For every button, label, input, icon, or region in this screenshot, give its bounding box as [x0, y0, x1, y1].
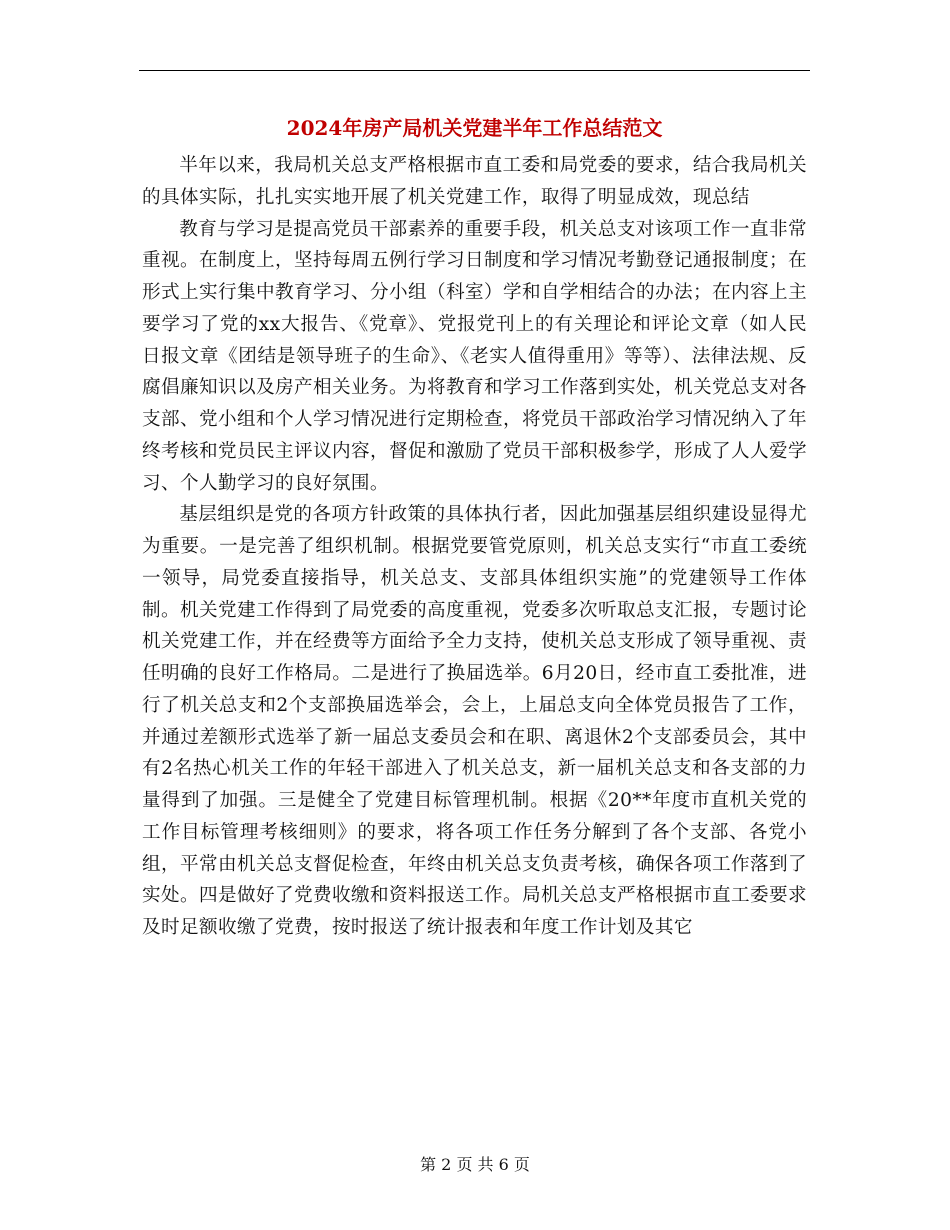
- paragraph-organization: 基层组织是党的各项方针政策的具体执行者，因此加强基层组织建设显得尤为重要。一是完善了组织机制。根据党要管党原则，机关总支实行“市直工委统一领导，局党委直接指导，机关总支、支部具体组织实施”的党建领导工作体制。机关党建工作得到了局党委的高度重视，党委多次听取总支汇报，专题讨论机关党建工作，并在经费等方面给予全力支持，使机关总支形成了领导重视、责任明确的良好工作格局。二是进行了换届选举。6月20日，经市直工委批准，进行了机关总支和2个支部换届选举会，会上，上届总支向全体党员报告了工作，并通过差额形式选举了新一届总支委员会和在职、离退休2个支部委员会，其中有2名热心机关工作的年轻干部进入了机关总支，新一届机关总支和各支部的力量得到了加强。三是健全了党建目标管理机制。根据《20**年度市直机关党的工作目标管理考核细则》的要求，将各项工作任务分解到了各个支部、各党小组，平常由机关总支督促检查，年终由机关总支负责考核，确保各项工作落到了实处。四是做好了党费收缴和资料报送工作。局机关总支严格根据市直工委要求及时足额收缴了党费，按时报送了统计报表和年度工作计划及其它: [142, 504, 807, 938]
- header-rule: [139, 70, 810, 71]
- page-number-footer: 第 2 页 共 6 页: [420, 1155, 530, 1174]
- paragraph-intro: 半年以来，我局机关总支严格根据市直工委和局党委的要求，结合我局机关的具体实际，扎扎实实地开展了机关党建工作，取得了明显成效，现总结: [142, 155, 807, 208]
- paragraph-education: 教育与学习是提高党员干部素养的重要手段，机关总支对该项工作一直非常重视。在制度上，坚持每周五例行学习日制度和学习情况考勤登记通报制度；在形式上实行集中教育学习、分小组（科室）学和自学相结合的办法；在内容上主要学习了党的xx大报告、《党章》、党报党刊上的有关理论和评论文章（如人民日报文章《团结是领导班子的生命》、《老实人值得重用》等等）、法律法规、反腐倡廉知识以及房产相关业务。为将教育和学习工作落到实处，机关党总支对各支部、党小组和个人学习情况进行定期检查，将党员干部政治学习情况纳入了年终考核和党员民主评议内容，督促和激励了党员干部积极参学，形成了人人爱学习、个人勤学习的良好氛围。: [142, 218, 807, 494]
- document-body: [142, 150, 807, 944]
- document-title: 2024年房产局机关党建半年工作总结范文: [286, 116, 663, 140]
